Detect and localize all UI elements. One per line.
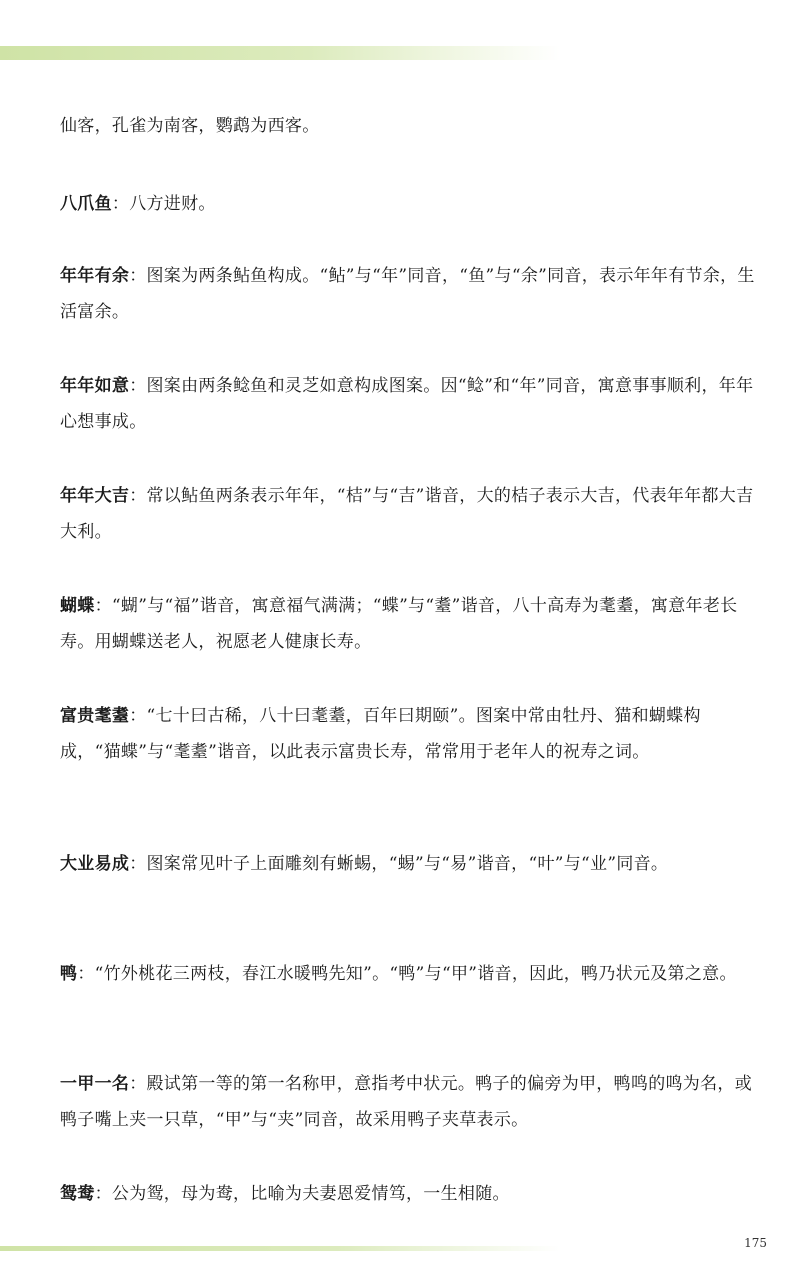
- entry-term: 年年有余: [60, 266, 130, 286]
- entry-text: ：“七十曰古稀，八十曰耄耋，百年曰期颐”。图案中常由牡丹、猫和蝴蝶构成，“猫蝶”与“耄耋”谐音，以此表示富贵长寿，常常用于老年人的祝寿之词。: [60, 706, 701, 762]
- entry-text: ：殿试第一等的第一名称甲，意指考中状元。鸭子的偏旁为甲，鸭鸣的鸣为名，或鸭子嘴上夹一只草，“甲”与“夹”同音，故采用鸭子夹草表示。: [60, 1074, 753, 1130]
- entry-term: 鸳鸯: [60, 1184, 95, 1204]
- entry-5: [60, 588, 760, 660]
- entry-term: 年年大吉: [60, 486, 130, 506]
- entry-term: 蝴蝶: [60, 596, 95, 616]
- entry-text: ：常以鲇鱼两条表示年年，“桔”与“吉”谐音，大的桔子表示大吉，代表年年都大吉大利。: [60, 486, 754, 542]
- entry-text: ：八方进财。: [111, 194, 216, 214]
- entry-text: ：公为鸳，母为鸯，比喻为夫妻恩爱情笃，一生相随。: [94, 1184, 510, 1204]
- entry-term: 一甲一名: [60, 1074, 130, 1094]
- entry-text: ：“蝴”与“福”谐音，寓意福气满满；“蝶”与“耋”谐音，八十高寿为耄耋，寓意年老长寿。用蝴蝶送老人，祝愿老人健康长寿。: [60, 596, 738, 652]
- entry-9: [60, 1066, 760, 1138]
- entry-term: 富贵耄耋: [60, 706, 130, 726]
- entry-text: ：图案常见叶子上面雕刻有蜥蜴，“蜴”与“易”谐音，“叶”与“业”同音。: [129, 854, 669, 874]
- entry-term: 年年如意: [60, 376, 130, 396]
- entry-text: ：“竹外桃花三两枝，春江水暖鸭先知”。“鸭”与“甲”谐音，因此，鸭乃状元及第之意。: [77, 964, 737, 984]
- footer-decorative-band: [0, 1246, 560, 1251]
- entry-4: [60, 478, 760, 550]
- entry-text: ：图案为两条鲇鱼构成。“鲇”与“年”同音，“鱼”与“余”同音，表示年年有节余，生活富余。: [60, 266, 755, 322]
- entry-term: 鸭: [60, 964, 78, 984]
- entry-text: ：图案由两条鲶鱼和灵芝如意构成图案。因“鲶”和“年”同音，寓意事事顺利，年年心想事成。: [60, 376, 754, 432]
- entry-1: [60, 186, 760, 222]
- header-decorative-band: [0, 46, 560, 60]
- entry-term: 大业易成: [60, 854, 130, 874]
- entry-6: [60, 698, 760, 770]
- entry-0: [60, 108, 760, 144]
- entry-3: [60, 368, 760, 440]
- entry-8: [60, 956, 760, 992]
- page-number: 175: [744, 1236, 767, 1250]
- entry-10: [60, 1176, 760, 1212]
- entry-7: [60, 846, 760, 882]
- entry-2: [60, 258, 760, 330]
- entry-text: 仙客，孔雀为南客，鹦鹉为西客。: [60, 116, 320, 136]
- entry-term: 八爪鱼: [60, 194, 112, 214]
